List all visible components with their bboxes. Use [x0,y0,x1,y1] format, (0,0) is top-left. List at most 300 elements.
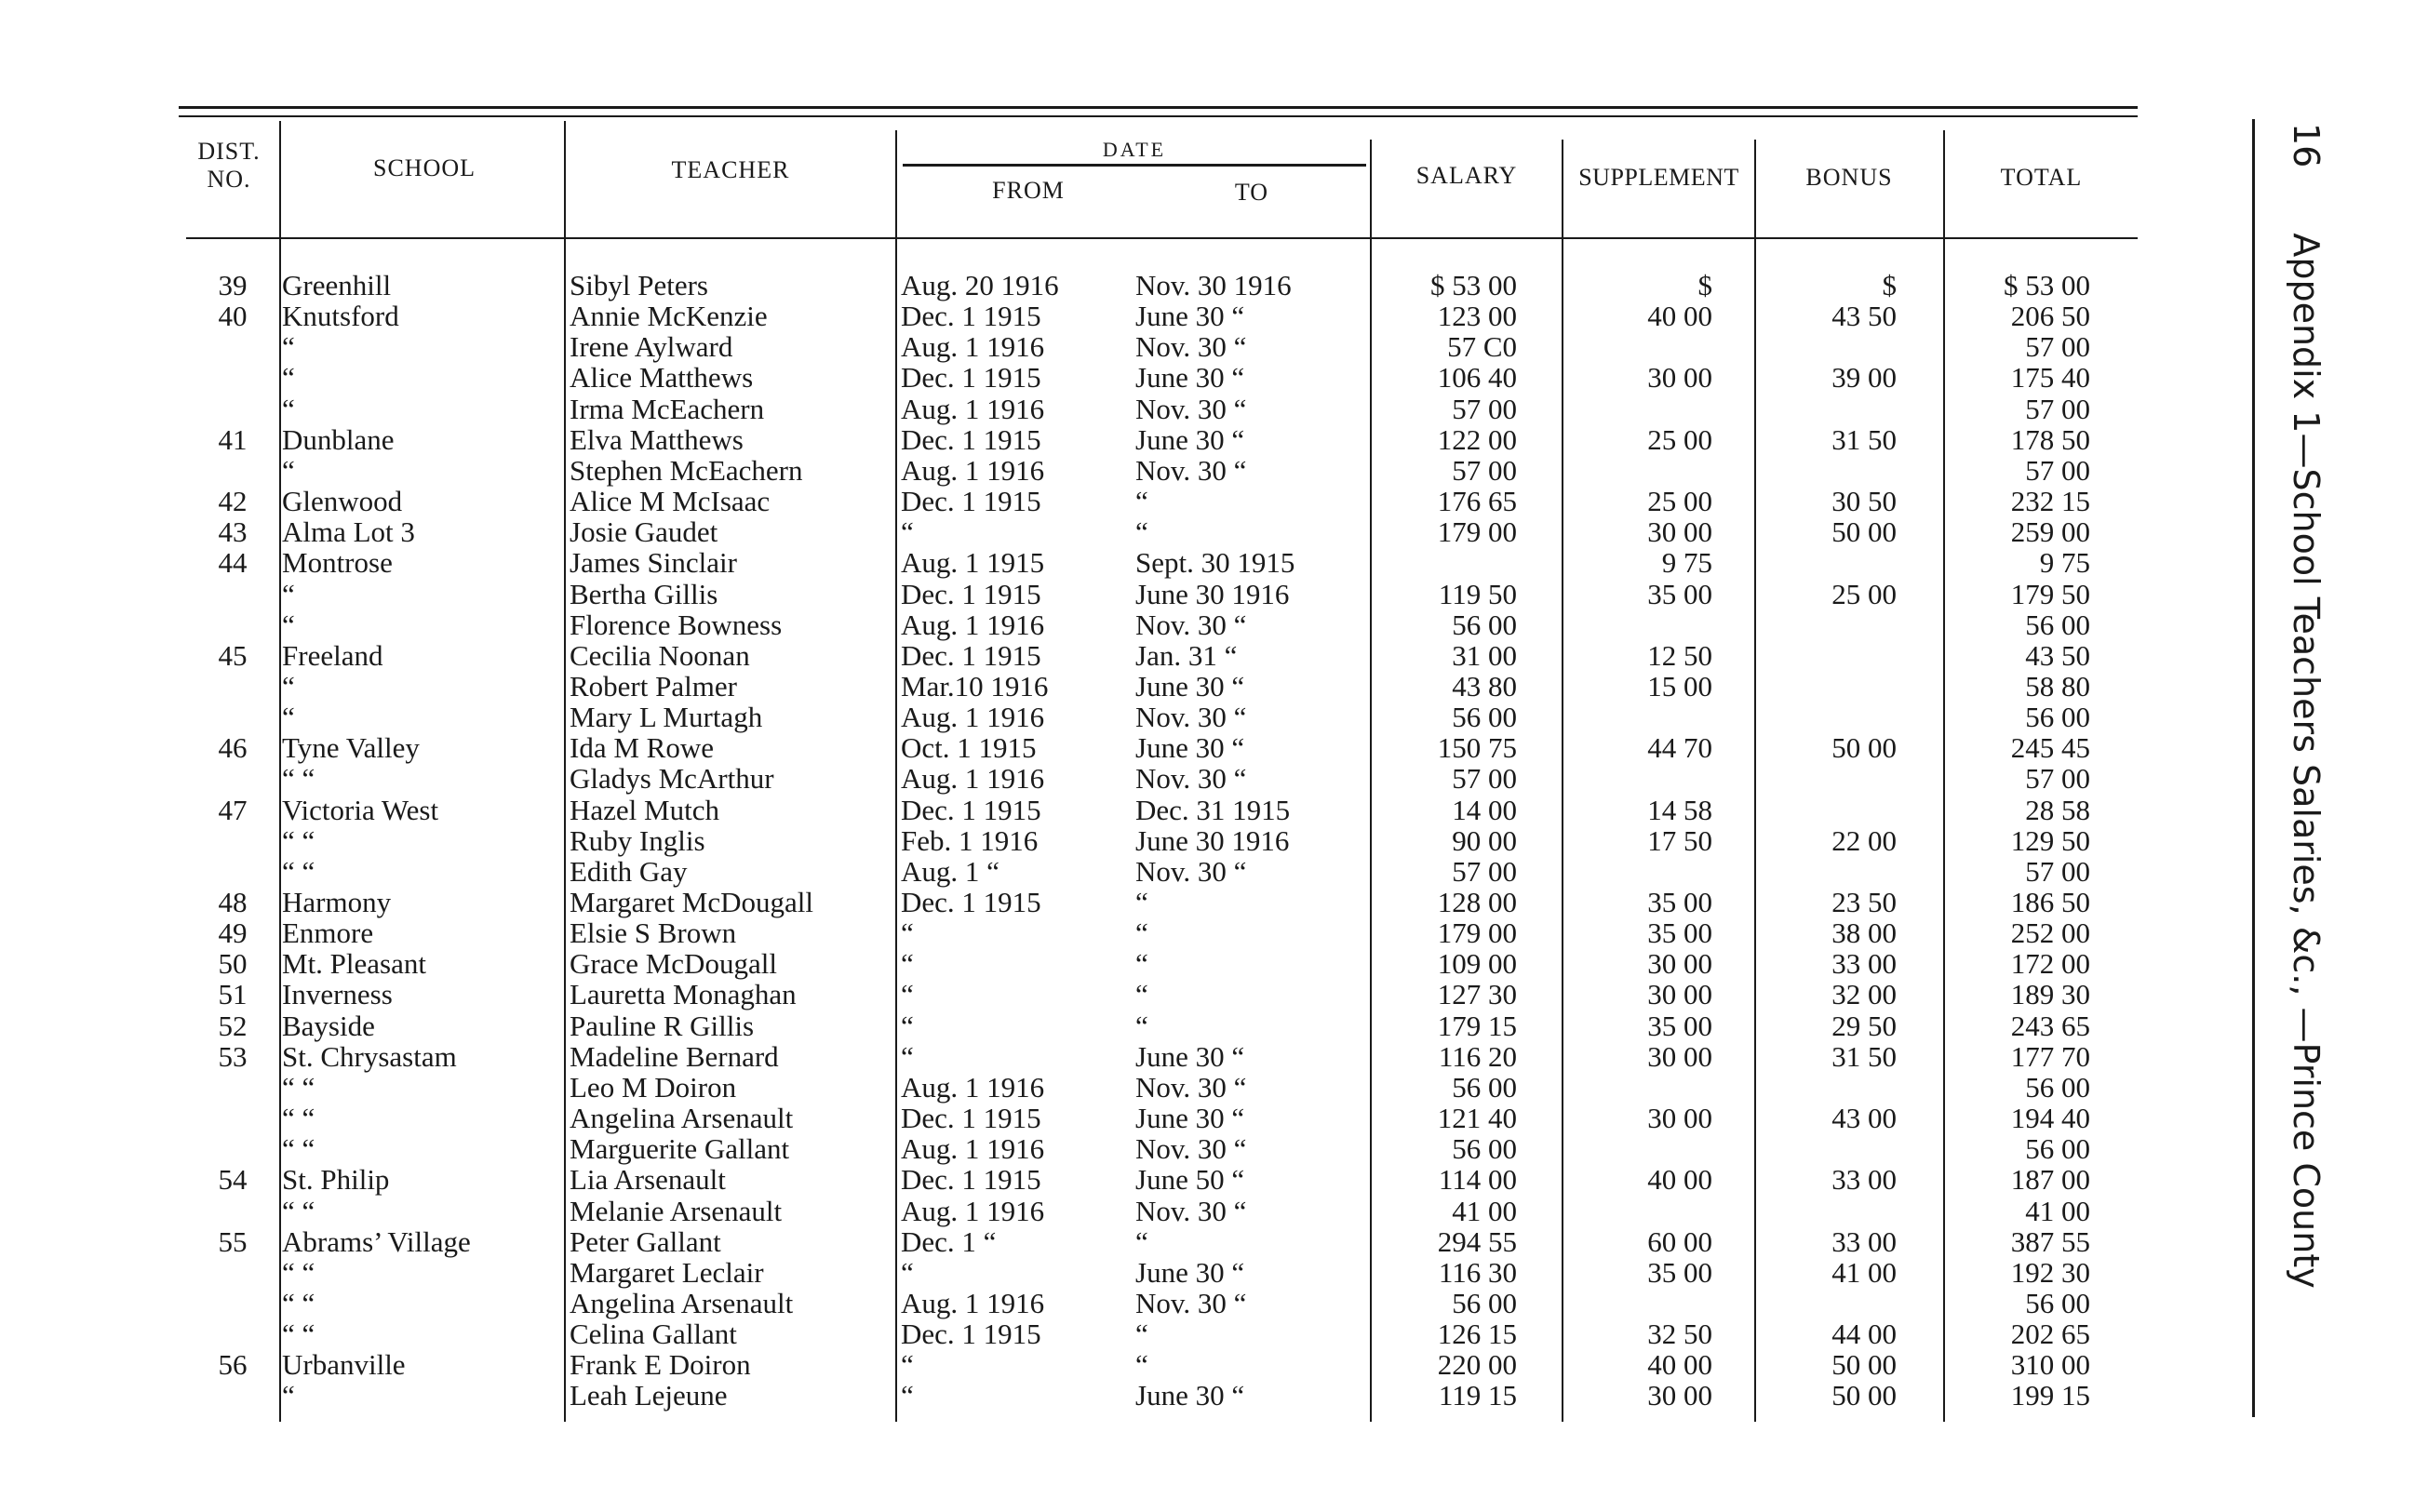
bonus-cell: 22 00 [1831,823,1897,857]
table-row [0,486,2428,516]
salary-cell: 116 30 [1438,1255,1517,1289]
from-date-cell: Oct. 1 1915 [901,731,1037,765]
salary-cell: 119 15 [1438,1379,1517,1412]
table-row [0,609,2428,640]
from-date-cell: Dec. 1 1915 [901,300,1041,333]
from-date-cell: “ [901,917,914,950]
to-date-cell: “ [1135,485,1148,518]
teacher-cell: Edith Gay [570,854,688,888]
header-bonus: BONUS [1805,164,1893,191]
school-cell: “ [282,392,295,425]
teacher-cell: Sibyl Peters [570,269,708,301]
bonus-cell: 50 00 [1831,1348,1897,1382]
from-date-cell: Dec. 1 1915 [901,638,1041,672]
from-date-cell: Dec. 1 1915 [901,793,1041,826]
total-cell: 57 00 [2025,392,2090,425]
from-date-cell: Aug. 1 1916 [901,1070,1045,1104]
total-cell: 310 00 [2010,1348,2090,1382]
supplement-cell: 25 00 [1647,485,1712,518]
school-cell: Urbanville [282,1348,406,1382]
to-date-cell: June 30 “ [1135,300,1245,333]
table-row [0,331,2428,362]
table-row [0,856,2428,887]
table-row [0,455,2428,486]
running-head [2278,123,2334,1295]
dist-cell: 50 [218,947,248,981]
salary-cell: 57 C0 [1447,330,1517,364]
supplement-cell: 40 00 [1647,1163,1712,1197]
school-cell: “ “ [282,1255,315,1289]
teacher-cell: Leah Lejeune [570,1379,728,1412]
dist-cell: 54 [218,1163,248,1197]
table-row [0,1257,2428,1288]
supplement-cell: 9 75 [1661,546,1712,580]
total-cell: 57 00 [2025,330,2090,364]
teacher-cell: Alice M McIsaac [570,485,771,518]
school-cell: Freeland [282,638,383,672]
salary-cell: 57 00 [1452,854,1517,888]
table-row [0,1196,2428,1226]
salary-cell: 90 00 [1452,823,1517,857]
school-cell: Abrams’ Village [282,1224,471,1258]
school-cell: “ “ [282,1132,315,1166]
salary-cell: 179 00 [1437,917,1517,950]
to-date-cell: June 30 1916 [1135,823,1290,857]
header-rule [186,237,2138,239]
margin-rule [2252,119,2255,1417]
total-cell: 387 55 [2010,1224,2090,1258]
supplement-cell: 35 00 [1647,886,1712,918]
teacher-cell: Bertha Gillis [570,577,718,610]
salary-cell: 179 15 [1437,1009,1517,1042]
table-row [0,516,2428,547]
salary-cell: 14 00 [1452,793,1517,826]
school-cell: Mt. Pleasant [282,947,426,981]
salary-cell: 57 00 [1452,392,1517,425]
supplement-cell: 44 70 [1647,731,1712,765]
table-row [0,1072,2428,1103]
table-row [0,1288,2428,1318]
supplement-cell: 30 00 [1647,1379,1712,1412]
salary-cell: 126 15 [1437,1318,1517,1351]
total-cell: 252 00 [2010,917,2090,950]
salary-cell: 56 00 [1452,1286,1517,1319]
table-row [0,1349,2428,1380]
page-number: 16 [2286,123,2327,168]
salary-cell: 119 50 [1438,577,1517,610]
from-date-cell: Aug. 1 1916 [901,701,1045,734]
total-cell: 58 80 [2025,669,2090,702]
bonus-cell: $ [1882,269,1897,301]
bonus-cell: 50 00 [1831,1379,1897,1412]
bonus-cell: 33 00 [1831,1224,1897,1258]
table-row [0,270,2428,301]
header-salary: SALARY [1415,162,1518,189]
total-cell: 56 00 [2025,1070,2090,1104]
salary-cell: 123 00 [1437,300,1517,333]
bonus-cell: 23 50 [1831,886,1897,918]
to-date-cell: June 30 1916 [1135,577,1290,610]
table-row [0,825,2428,856]
total-cell: 179 50 [2010,577,2090,610]
from-date-cell: “ [901,1009,914,1042]
to-date-cell: “ [1135,1009,1148,1042]
from-date-cell: Aug. 1 1916 [901,330,1045,364]
to-date-cell: “ [1135,1348,1148,1382]
teacher-cell: Ruby Inglis [570,823,705,857]
teacher-cell: Frank E Doiron [570,1348,751,1382]
to-date-cell: June 30 “ [1135,361,1245,395]
total-cell: 186 50 [2010,886,2090,918]
total-cell: 56 00 [2025,608,2090,641]
dist-cell: 42 [218,485,248,518]
school-cell: Knutsford [282,300,399,333]
teacher-cell: Hazel Mutch [570,793,719,826]
from-date-cell: Dec. 1 “ [901,1224,997,1258]
bonus-cell: 43 00 [1831,1102,1897,1135]
school-cell: Victoria West [282,793,439,826]
dist-cell: 52 [218,1009,248,1042]
from-date-cell: Dec. 1 1915 [901,886,1041,918]
total-cell: 187 00 [2010,1163,2090,1197]
dist-cell: 47 [218,793,248,826]
to-date-cell: June 30 “ [1135,1102,1245,1135]
to-date-cell: June 30 “ [1135,669,1245,702]
salary-cell: 179 00 [1437,515,1517,549]
total-cell: 57 00 [2025,453,2090,487]
from-date-cell: Dec. 1 1915 [901,1102,1041,1135]
from-date-cell: Aug. 1 1916 [901,608,1045,641]
to-date-cell: June 30 “ [1135,422,1245,456]
total-cell: 206 50 [2010,300,2090,333]
supplement-cell: 30 00 [1647,361,1712,395]
bonus-cell: 30 50 [1831,485,1897,518]
total-cell: 57 00 [2025,854,2090,888]
from-date-cell: Aug. 1 “ [901,854,999,888]
supplement-cell: 15 00 [1647,669,1712,702]
total-cell: 56 00 [2025,1132,2090,1166]
from-date-cell: “ [901,947,914,981]
table-row [0,1380,2428,1411]
teacher-cell: Alice Matthews [570,361,754,395]
to-date-cell: Nov. 30 “ [1135,1286,1247,1319]
from-date-cell: “ [901,1348,914,1382]
school-cell: “ [282,577,295,610]
to-date-cell: “ [1135,978,1148,1011]
salary-cell: 56 00 [1452,1070,1517,1104]
supplement-cell: 17 50 [1647,823,1712,857]
salary-cell: 41 00 [1452,1194,1517,1227]
bonus-cell: 50 00 [1831,731,1897,765]
bonus-cell: 50 00 [1831,515,1897,549]
table-row [0,887,2428,917]
total-cell: 192 30 [2010,1255,2090,1289]
school-cell: St. Philip [282,1163,390,1197]
teacher-cell: Angelina Arsenault [570,1102,794,1135]
to-date-cell: Nov. 30 “ [1135,854,1247,888]
from-date-cell: Aug. 1 1916 [901,762,1045,796]
school-cell: “ “ [282,1286,315,1319]
table-row [0,763,2428,794]
from-date-cell: “ [901,1255,914,1289]
bonus-cell: 38 00 [1831,917,1897,950]
to-date-cell: Nov. 30 1916 [1135,269,1292,301]
supplement-cell: 35 00 [1647,577,1712,610]
header-teacher: TEACHER [671,156,790,183]
total-cell: 41 00 [2025,1194,2090,1227]
table-row [0,301,2428,331]
from-date-cell: Feb. 1 1916 [901,823,1039,857]
table-row [0,579,2428,609]
to-date-cell: June 30 “ [1135,1255,1245,1289]
total-cell: 56 00 [2025,1286,2090,1319]
table-row [0,424,2428,455]
from-date-cell: “ [901,1039,914,1073]
bonus-cell: 39 00 [1831,361,1897,395]
salary-cell: 220 00 [1437,1348,1517,1382]
supplement-cell: 30 00 [1647,1039,1712,1073]
from-date-cell: Dec. 1 1915 [901,361,1041,395]
from-date-cell: Aug. 1 1915 [901,546,1045,580]
dist-cell: 46 [218,731,248,765]
teacher-cell: Madeline Bernard [570,1039,779,1073]
to-date-cell: Dec. 31 1915 [1135,793,1291,826]
total-cell: 199 15 [2010,1379,2090,1412]
school-cell: “ [282,1379,295,1412]
bonus-cell: 43 50 [1831,300,1897,333]
to-date-cell: “ [1135,947,1148,981]
school-cell: “ [282,608,295,641]
salary-cell: 31 00 [1452,638,1517,672]
from-date-cell: Dec. 1 1915 [901,422,1041,456]
teacher-cell: Grace McDougall [570,947,777,981]
salary-cell: 109 00 [1437,947,1517,981]
school-cell: “ “ [282,823,315,857]
salary-cell: 121 40 [1437,1102,1517,1135]
teacher-cell: Margaret McDougall [570,886,813,918]
bonus-cell: 29 50 [1831,1009,1897,1042]
supplement-cell: 12 50 [1647,638,1712,672]
header-from: FROM [992,177,1065,204]
school-cell: “ [282,453,295,487]
supplement-cell: 30 00 [1647,978,1712,1011]
table-row [0,1010,2428,1041]
bonus-cell: 33 00 [1831,947,1897,981]
table-row [0,1164,2428,1195]
school-cell: “ “ [282,1194,315,1227]
table-row [0,547,2428,578]
salary-cell: 114 00 [1438,1163,1517,1197]
to-date-cell: Nov. 30 “ [1135,1194,1247,1227]
total-cell: 202 65 [2010,1318,2090,1351]
salary-cell: 127 30 [1437,978,1517,1011]
to-date-cell: “ [1135,886,1148,918]
table-row [0,394,2428,424]
dist-cell: 49 [218,917,248,950]
supplement-cell: 35 00 [1647,1255,1712,1289]
teacher-cell: Margaret Leclair [570,1255,764,1289]
running-title: Appendix 1—School Teachers Salaries, &c., —Prince County [2286,233,2327,1289]
bonus-cell: 33 00 [1831,1163,1897,1197]
salary-cell: 56 00 [1452,608,1517,641]
supplement-cell: 25 00 [1647,422,1712,456]
salary-cell: $ 53 00 [1430,269,1517,301]
school-cell: Alma Lot 3 [282,515,415,549]
from-date-cell: Aug. 20 1916 [901,269,1059,301]
total-cell: 129 50 [2010,823,2090,857]
school-cell: Dunblane [282,422,395,456]
table-row [0,979,2428,1010]
table-row [0,640,2428,671]
to-date-cell: Nov. 30 “ [1135,608,1247,641]
school-cell: “ [282,669,295,702]
table-row [0,671,2428,702]
to-date-cell: Nov. 30 “ [1135,453,1247,487]
dist-cell: 44 [218,546,248,580]
from-date-cell: “ [901,515,914,549]
header-date: DATE [1102,138,1167,161]
total-cell: 189 30 [2010,978,2090,1011]
top-rule-thin [179,115,2138,117]
salary-cell: 294 55 [1437,1224,1517,1258]
teacher-cell: Elsie S Brown [570,917,737,950]
total-cell: 9 75 [2039,546,2090,580]
dist-cell: 40 [218,300,248,333]
supplement-cell: 32 50 [1647,1318,1712,1351]
supplement-cell: 30 00 [1647,515,1712,549]
table-row [0,732,2428,763]
school-cell: Glenwood [282,485,403,518]
table-row [0,1133,2428,1164]
teacher-cell: Lauretta Monaghan [570,978,797,1011]
supplement-cell: $ [1697,269,1712,301]
school-cell: Bayside [282,1009,375,1042]
school-cell: “ “ [282,762,315,796]
total-cell: 194 40 [2010,1102,2090,1135]
to-date-cell: Nov. 30 “ [1135,330,1247,364]
school-cell: Harmony [282,886,392,918]
teacher-cell: James Sinclair [570,546,737,580]
teacher-cell: Mary L Murtagh [570,701,763,734]
teacher-cell: Lia Arsenault [570,1163,726,1197]
teacher-cell: Robert Palmer [570,669,737,702]
from-date-cell: Aug. 1 1916 [901,392,1045,425]
bonus-cell: 44 00 [1831,1318,1897,1351]
supplement-cell: 30 00 [1647,947,1712,981]
table-row [0,702,2428,732]
supplement-cell: 35 00 [1647,917,1712,950]
total-cell: 172 00 [2010,947,2090,981]
teacher-cell: Angelina Arsenault [570,1286,794,1319]
bonus-cell: 25 00 [1831,577,1897,610]
teacher-cell: Stephen McEachern [570,453,803,487]
supplement-cell: 40 00 [1647,300,1712,333]
from-date-cell: Aug. 1 1916 [901,1132,1045,1166]
school-cell: “ [282,330,295,364]
supplement-cell: 14 58 [1647,793,1712,826]
salary-cell: 150 75 [1437,731,1517,765]
dist-cell: 39 [218,269,248,301]
header-dist-line1: DIST. [197,138,261,165]
school-cell: Montrose [282,546,393,580]
school-cell: Tyne Valley [282,731,420,765]
school-cell: “ [282,361,295,395]
teacher-cell: Gladys McArthur [570,762,774,796]
supplement-cell: 35 00 [1647,1009,1712,1042]
table-row [0,1041,2428,1072]
salary-cell: 128 00 [1437,886,1517,918]
to-date-cell: “ [1135,1318,1148,1351]
date-group-rule [903,164,1366,167]
header-dist-no [182,138,275,194]
total-cell: 57 00 [2025,762,2090,796]
school-cell: “ “ [282,1070,315,1104]
supplement-cell: 60 00 [1647,1224,1712,1258]
teacher-cell: Pauline R Gillis [570,1009,755,1042]
salary-cell: 116 20 [1438,1039,1517,1073]
total-cell: 245 45 [2010,731,2090,765]
bonus-cell: 41 00 [1831,1255,1897,1289]
from-date-cell: Dec. 1 1915 [901,1163,1041,1197]
to-date-cell: June 50 “ [1135,1163,1245,1197]
teacher-cell: Marguerite Gallant [570,1132,790,1166]
from-date-cell: “ [901,1379,914,1412]
school-cell: Inverness [282,978,393,1011]
dist-cell: 53 [218,1039,248,1073]
bonus-cell: 31 50 [1831,1039,1897,1073]
school-cell: St. Chrysastam [282,1039,457,1073]
school-cell: Greenhill [282,269,392,301]
teacher-cell: Elva Matthews [570,422,744,456]
total-cell: 56 00 [2025,701,2090,734]
to-date-cell: June 30 “ [1135,1379,1245,1412]
to-date-cell: Nov. 30 “ [1135,762,1247,796]
dist-cell: 56 [218,1348,248,1382]
table-row [0,795,2428,825]
school-cell: “ “ [282,854,315,888]
teacher-cell: Ida M Rowe [570,731,714,765]
header-total: TOTAL [2000,164,2083,191]
bonus-cell: 32 00 [1831,978,1897,1011]
salary-cell: 106 40 [1437,361,1517,395]
to-date-cell: June 30 “ [1135,731,1245,765]
teacher-cell: Josie Gaudet [570,515,718,549]
to-date-cell: Nov. 30 “ [1135,1132,1247,1166]
to-date-cell: Jan. 31 “ [1135,638,1238,672]
to-date-cell: Nov. 30 “ [1135,1070,1247,1104]
salary-cell: 43 80 [1452,669,1517,702]
dist-cell: 45 [218,638,248,672]
school-cell: “ [282,701,295,734]
salary-cell: 56 00 [1452,1132,1517,1166]
teacher-cell: Irma McEachern [570,392,765,425]
header-dist-line2: NO. [207,166,251,193]
total-cell: 178 50 [2010,422,2090,456]
to-date-cell: Nov. 30 “ [1135,701,1247,734]
salary-cell: 57 00 [1452,762,1517,796]
from-date-cell: Aug. 1 1916 [901,1286,1045,1319]
to-date-cell: “ [1135,515,1148,549]
total-cell: 175 40 [2010,361,2090,395]
bonus-cell: 31 50 [1831,422,1897,456]
teacher-cell: Melanie Arsenault [570,1194,783,1227]
dist-cell: 43 [218,515,248,549]
dist-cell: 55 [218,1224,248,1258]
total-cell: 232 15 [2010,485,2090,518]
total-cell: 43 50 [2025,638,2090,672]
from-date-cell: Aug. 1 1916 [901,453,1045,487]
to-date-cell: Sept. 30 1915 [1135,546,1295,580]
